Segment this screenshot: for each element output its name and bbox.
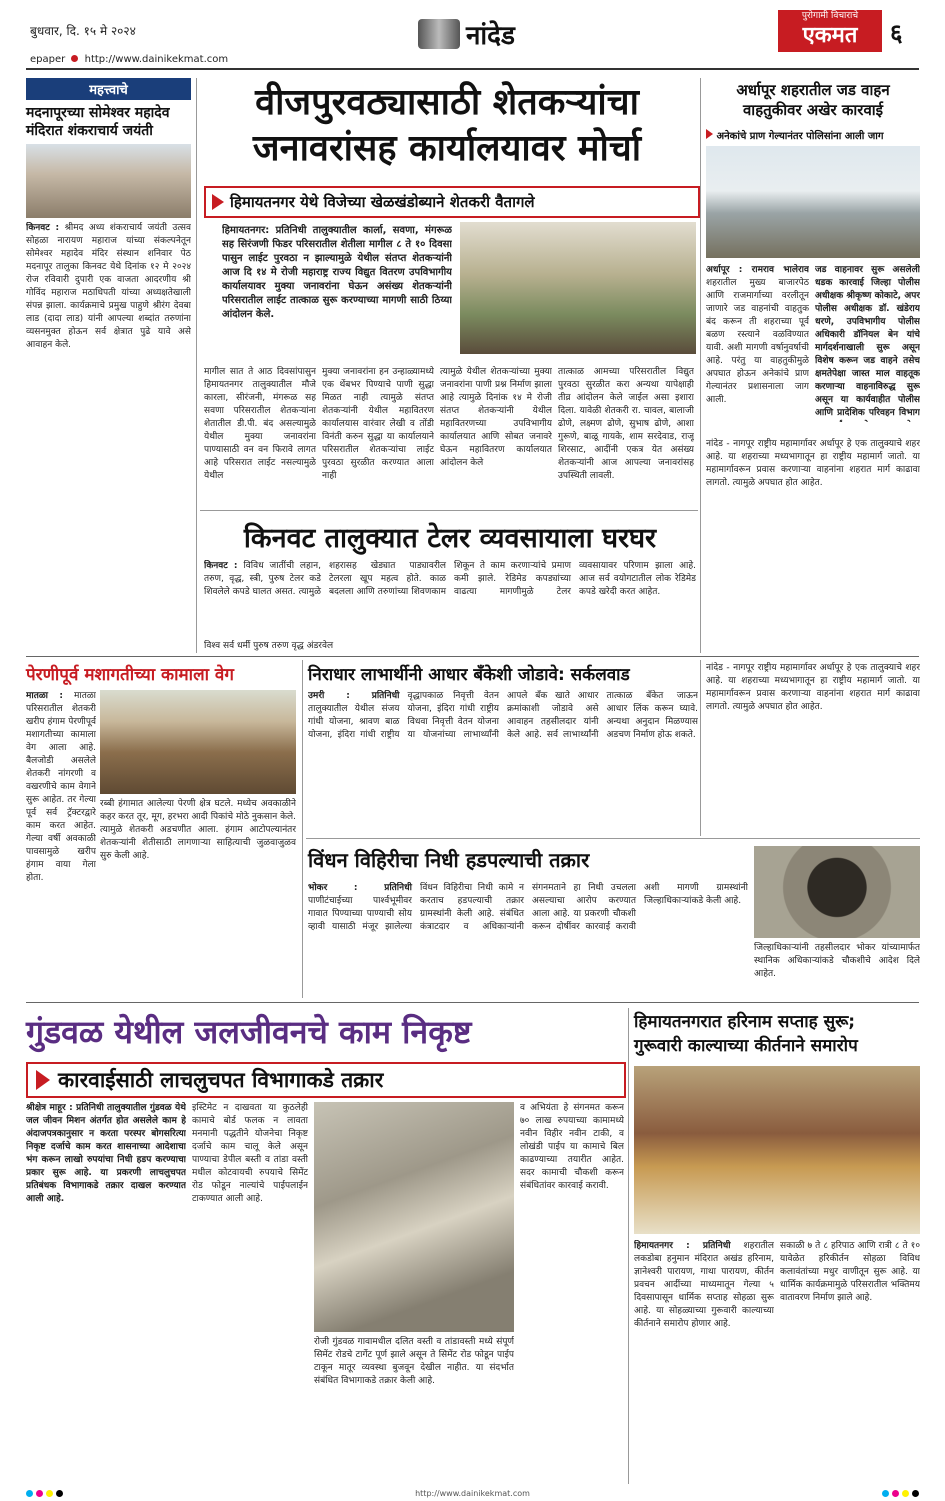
arrow-icon	[706, 129, 713, 139]
brand-tagline: पुरोगामी विचाराचे	[801, 11, 859, 21]
sidebar-photo	[26, 144, 191, 218]
lead-col1: मागील सात ते आठ दिवसांपासुन हिमायतनगर तालुक्यातील मौजे कारला, सीरंजनी, मंगरूळ सह सवणा परिसरातील शेतकऱ्यांना शेतातील डी.पी. बंद असल्यामुळे येथील मुक्या जनावरांना पाण्यासाठी वन वन फिरावे लागत आहे परिसरात लाईट नसल्यामुळे येथील	[204, 367, 316, 481]
arrow-icon	[36, 1070, 50, 1090]
kinwat-dateline: किनवट :	[204, 561, 238, 571]
gundwal-col4: व अभियंता हे संगनमत करून ७० लाख रुपयाच्या कामामध्ये नवीन विहीर नवीन टाकी, व लोखंडी पाईप या कामाचे बिल काढण्याच्या तयारीत आहेत. सदर कामाची चौकशी करून संबंधितांवर कारवाई करावी.	[520, 1103, 624, 1191]
kinwat-headline: किनवट तालुक्यात टेलर व्यवसायाला घरघर	[243, 523, 657, 554]
ardhapur-col1	[706, 264, 809, 434]
brand-block	[778, 10, 882, 52]
header-rule	[26, 68, 919, 70]
ardhapur-dateline: अर्धापूर : रामराव भालेराव	[706, 265, 809, 275]
arrow-icon	[212, 194, 224, 210]
vindhan-body	[308, 882, 748, 996]
niradhar-body	[308, 690, 698, 832]
lead-intro: हिमायतनगर: प्रतिनिधी तालुक्यातील कार्ला, सवणा, मंगरूळ सह सिरंजणी फिडर परिसरातील शेतीला मागील ८ ते १० दिवसा पासुन लाईट पुरवठा न झाल्यामुळे येथील संतप्त शेतकऱ्यांनी आज दि १४ मे रोजी महाराष्ट्र राज्य विद्युत वितरण उपविभागीय कार्यालयावर मुक्या जनावरांना घेऊन असंख्य शेतकऱ्यांनी परिसरातील लाईट तात्काळ सुरू करण्याच्या मागणी साठी ठिय्या आंदोलन केले.	[222, 225, 452, 320]
vindhan-caption: जिल्हाधिकाऱ्यांनी तहसीलदार भोकर यांच्यामार्फत स्थानिक अधिकाऱ्यांकडे चौकशीचे आदेश दिले आहेत.	[754, 943, 920, 979]
kinwat-body	[204, 560, 696, 638]
column-divider	[196, 78, 197, 653]
lead-photo	[460, 222, 696, 354]
gundwal-subhead-text: कारवाईसाठी लाचलुचपत विभागाकडे तक्रार	[58, 1068, 384, 1092]
gundwal-headline: गुंडवळ येथील जलजीवनचे काम निकृष्ट	[26, 1013, 472, 1051]
kinwat-footnote: विश्व सर्व धर्मी पुरुष तरुण वृद्ध अंडरवेल	[204, 641, 334, 651]
footer-url[interactable]: http://www.dainikekmat.com	[415, 1488, 530, 1498]
gundwal-intro	[26, 1102, 186, 1482]
peranipurva-dateline: मातळा :	[26, 691, 63, 701]
niradhar-dateline: उमरी : प्रतिनिधी	[308, 691, 400, 701]
epaper-dot-icon	[71, 55, 78, 62]
column-divider	[628, 1008, 629, 1484]
gundwal-photo	[314, 1102, 514, 1332]
lead-col3: त्यामुळे येथील शेतकऱ्यांच्या मुक्या जनावरांना पाणी प्रश्न निर्माण झाला आहे त्यामुळे दिनांक १४ मे रोजी संतप्त शेतकऱ्यांनी येथील महावितरणच्या उपविभागीय कार्यालयात आणि सोबत जनावरे घेऊन महावितरण कार्यालयात आंदोलन केले	[440, 367, 552, 468]
ardhapur-col2: जड वाहनावर सुरू असलेली धडक कारवाई जिल्हा पोलीस अधीक्षक श्रीकृष्ण कोकाटे, अपर पोलीस अधीक्षक डॉ. खंडेराय धरणे, उपविभागीय पोलीस अधिकारी डॉनियल बेन यांचे मार्गदर्शनाखाली सुरू असून विशेष करून जड वाहने तसेच क्षमतेपेक्षा जास्त माल वाहतूक करणाऱ्या वाहनाविरुद्ध सुरू असून या कार्यवाहीत पोलीस आणि प्रादेशिक परिवहन विभाग	[815, 265, 920, 418]
row-divider	[26, 656, 919, 657]
niradhar-body-text: तालुक्यातील येथील संजय गांधी योजना, श्रावण बाळ योजना, इंदिरा गांधी राष्ट्रीय वृद्धापकाळ निवृत्ती वेतन योजना, इंदिरा गांधी राष्ट्रीय विधवा निवृत्ती वेतन योजना या योजनांच्या लाभार्थ्यांनी आपले बँक खाते आधार क्रमांकाशी जोडावे असे आवाहन तहसीलदार यांनी केले आहे. सर्व लाभार्थ्यांनी तात्काळ बँकेत जाऊन आधार लिंक करून घ्यावे. अन्यथा अनुदान मिळण्यास अडचण निर्माण होऊ शकते.	[308, 691, 698, 740]
lead-col4: तात्काळ आमच्या परिसरातील विद्युत पुरवठा सुरळीत करा अन्यथा यापेक्षाही तीव्र आंदोलन केले जाईल असा इशारा दिला. यावेळी शेतकरी रा. चावल, बालाजी ढोणे, लक्ष्मण ढोणे, सुभाष ढोणे, आशा गुरूणे, बाळू गायके, शाम सरदेवाड, राजू शिरसाट, आदींनी एकत्र येत असंख्य शेतकऱ्यांनी आज आपल्या जनावरांसह उपस्थिती लावली.	[558, 367, 694, 481]
gundwal-col3: रोजी गुंडवळ गावामधील दलित वस्ती व तांडावस्ती मध्ये संपूर्ण सिमेंट रोडचे टार्गेट पूर्ण झाले असून ते सिमेंट रोड फोडून पाईप टाकून मातूर व्यवस्था बुजवून देखील नाहीत. या संदर्भात संबंधित विभागाकडे तक्रार केली आहे.	[314, 1337, 514, 1386]
niradhar-headline: निराधार लाभार्थीनी आधार बँकेशी जोडावे: सर्कलवाड	[308, 665, 630, 685]
peranipurva-headline: पेरणीपूर्व मशागतीच्या कामाला वेग	[26, 665, 234, 685]
ardhapur-col3: नांदेड - नागपूर राष्ट्रीय महामार्गावर अर्धापूर हे एक तालुक्याचे शहर आहे. या शहराच्या मध्यभागातून हा राष्ट्रीय महामार्ग जातो. या महामार्गावरून प्रवास करणाऱ्या वाहनांना शहरात मार्ग काढावा लागतो. त्यामुळे अपघात होत आहेत.	[706, 439, 920, 488]
lead-subhead-text: हिमायतनगर येथे विजेच्या खेळखंडोब्याने शेतकरी वैतागले	[230, 193, 535, 211]
sidebar-headline: मदनापूरच्या सोमेश्वर महादेव मंदिरात शंकराचार्य जयंती	[26, 105, 170, 139]
ardhapur-headline: अर्धापूर शहरातील जड वाहन वाहतुकीवर अखेर कारवाई	[736, 81, 890, 119]
brand-logo: एकमत	[802, 23, 858, 48]
sidebar-kicker: महत्त्वाचे	[26, 78, 191, 100]
edition-logo-icon	[418, 19, 460, 49]
epaper-link[interactable]	[30, 54, 228, 65]
harinam-headline-line1: हिमायतनगरात हरिनाम सप्ताह सुरू;	[634, 1012, 856, 1032]
lead-col2: मुक्या जनावरांना हन उन्हाळ्यामध्ये एक थेंबभर पिण्याचे पाणी सुद्धा मिळत नाही त्यामुळे संतप्त शेतकऱ्यांनी येथील महावितरण कार्यालयास वारंवार लेखी व तोंडी विनंती करुन सुद्धा या कार्यालयाने परिसरातील शेतकऱ्यांचा लाईट पुरवठा सुरळीत करण्यात आला नाही	[322, 367, 434, 481]
ardhapur-subhead	[706, 128, 920, 142]
footer-marks	[26, 1488, 919, 1498]
gundwal-dateline: श्रीक्षेत्र माहूर : प्रतिनिधी	[26, 1103, 104, 1113]
gundwal-intro-text: तालुक्यातील गुंडवळ येथे जल जीवन मिशन अंतर्गत होत असलेले काम हे अंदाजपत्रकानुसार न करता परस्पर बोगसरित्या निकृष्ट दर्जाचे काम करत शासनाच्या आदेशाचा भंग करून लाखो रुपयांचा निधी हडप करण्याचा प्रकार सुरू आहे. या प्रकरणी लाचलुचपत प्रतिबंधक विभागाकडे तक्रार दाखल करण्यात आली आहे.	[26, 1103, 186, 1204]
ardhapur-continued: नांदेड - नागपूर राष्ट्रीय महामार्गावर अर्धापूर हे एक तालुक्याचे शहर आहे. या शहराच्या मध्यभागातून हा राष्ट्रीय महामार्ग जातो. या महामार्गावरून प्रवास करणाऱ्या वाहनांना शहरात मार्ग काढावा लागतो. त्यामुळे अपघात होत आहेत.	[706, 663, 920, 712]
sidebar-body-text: श्रीमद अध्य शंकराचार्य जयंती उत्सव सोहळा नारायण महाराज यांच्या संकल्पनेतून सोमेश्वर महादेव मंदिर संस्थान शनिवार पेठ मदनापूर तालुका किनवट येथे दिनांक १२ मे २०२४ रोज रविवारी दुपारी एक वाजता आदरणीय श्री गोविंद महाराज मठाधिपती यांच्या अध्यक्षतेखाली संपन्न झाला. कार्यक्रमाचे प्रमुख पाहुणे श्रीरंग देवबा लाड (दादा लाड) यांनी आपल्या शब्दांत तरुणांना व्यसनमुक्त होऊन सर्व क्षेत्रात पुढे यावे असे आवाहन केले.	[26, 223, 191, 350]
row-divider	[200, 510, 698, 511]
color-registration-icon	[882, 1490, 919, 1497]
harinam-headline	[634, 1010, 920, 1058]
row-divider	[26, 1002, 919, 1003]
peranipurva-photo	[100, 690, 296, 794]
vindhan-headline: विंधन विहिरीचा निधी हडपल्याची तक्रार	[308, 848, 590, 872]
edition-emblem	[418, 14, 578, 54]
column-divider	[302, 660, 303, 998]
gundwal-col2: इस्टिमेट न दाखवता या कुठलेही कामाचे बोर्ड फलक न लावता मनमानी पद्धतीने योजनेचा निकृष्ट दर्जाचे काम चालू केले असून पाण्याचा डेपील बस्ती व तांडा वस्ती मधील कोटवायची रुपयाचे सिमेंट रोड फोडून नाल्यांचे पाईपलाईन टाकण्यात आली आहे.	[192, 1103, 308, 1204]
epaper-label: epaper	[30, 54, 66, 65]
harinam-col2: सकाळी ७ ते ८ हरिपाठ आणि रात्री ८ ते १० यावेळेत हरिकीर्तन सोहळा विविध कलावंतांच्या मधुर वाणीतून सुरू आहे. या धार्मिक कार्यक्रमामुळे परिसरातील भक्तिमय वातावरण निर्माण झाले आहे.	[780, 1241, 920, 1303]
color-registration-icon	[26, 1490, 63, 1497]
harinam-headline-line2: गुरूवारी काल्याच्या कीर्तनाने समारोप	[634, 1036, 858, 1056]
harinam-body-text: शहरातील लकडोबा हनुमान मंदिरात अखंड हरिनाम, ज्ञानेश्वरी पारायण, गाथा पारायण, कीर्तन प्रवचन आदींच्या माध्यमातून गेल्या ५ दिवसापासून धार्मिक सप्ताह सोहळा सुरू आहे. या सोहळ्याच्या गुरूवारी काल्याच्या कीर्तनाने समारोप होणार आहे.	[634, 1241, 774, 1329]
gundwal-subhead	[26, 1062, 626, 1098]
peranipurva-body-text: मातळा परिसरातील शेतकरी खरीप हंगाम पेरणीपूर्व मशागतीच्या कामाला वेग आला आहे. बैलजोडी असलेले शेतकरी नांगरणी व वखरणीचे काम वेगाने सुरू आहेत. तर गेल्या पूर्व सर्व ट्रॅक्टरद्वारे काम करत आहेत. गेल्या वर्षी अवकाळी पावसामुळे खरीप हंगाम वाया गेला होता.	[26, 691, 96, 883]
vindhan-photo	[754, 846, 920, 938]
lead-headline	[204, 80, 690, 172]
sidebar-story	[26, 78, 191, 653]
lead-headline-line2: जनावरांसह कार्यालयावर मोर्चा	[252, 128, 642, 169]
page-number: ६	[890, 19, 903, 47]
lead-subhead	[204, 186, 700, 218]
ardhapur-photo	[706, 146, 920, 258]
harinam-body	[634, 1240, 774, 1482]
sidebar-body	[26, 222, 191, 682]
peranipurva-col2: रब्बी हंगामात आलेल्या पेरणी क्षेत्र घटले. मध्येच अवकाळीने कहर करत तूर, मूग, हरभरा आदी पिकांचे मोठे नुकसान केले. त्यामुळे शेतकरी अडचणीत आला. हंगाम आटोपल्यानंतर शेतकऱ्यांनी शेतीसाठी लागणाऱ्या साहित्याची जुळवाजुळव सुरु केली आहे.	[100, 799, 296, 861]
harinam-dateline: हिमायतनगर : प्रतिनिधी	[634, 1241, 731, 1251]
vindhan-body-text: पाणीटंचाईच्या पार्श्वभूमीवर गावात पिण्याच्या पाण्याची सोय व्हावी यासाठी मंजूर झालेल्या विंधन विहिरीचा निधी कामे न करताच हडपल्याची तक्रार ग्रामस्थांनी केली आहे. संबंधित कंत्राटदार व अधिकाऱ्यांनी संगनमताने हा निधी उचलला असल्याचा आरोप करण्यात आला आहे. या प्रकरणी चौकशी करून दोषींवर कारवाई करावी अशी मागणी ग्रामस्थांनी जिल्हाधिकाऱ्यांकडे केली आहे.	[308, 883, 748, 932]
sidebar-dateline: किनवट :	[26, 223, 60, 233]
issue-date: बुधवार, दि. १५ मे २०२४	[30, 24, 136, 38]
harinam-photo	[634, 1066, 920, 1234]
column-divider	[700, 78, 701, 653]
ardhapur-col1-text: शहरातील मुख्य बाजारपेठ आणि राजमार्गाच्या वरलीतून जाणारे जड वाहनांची वाहतुक बंद करून ती शहराच्या पूर्व बळण रस्त्याने वळविण्यात यावी. अशी मागणी वर्षानुवर्षाची आहे. परंतु या वाहतुकीमुळे अपघात होऊन अनेकांचे प्राण गेल्यानंतर प्रशासनाला जाग आली.	[706, 278, 809, 405]
peranipurva-body	[26, 690, 96, 996]
row-divider	[306, 838, 920, 839]
masthead	[26, 8, 919, 72]
website-url[interactable]: http://www.dainikekmat.com	[84, 54, 229, 65]
column-divider	[700, 660, 701, 836]
vindhan-dateline: भोकर : प्रतिनिधी	[308, 883, 412, 893]
kinwat-body-text: विविध जातींची लहान, तरुण, वृद्ध, स्त्री, पुरुष टेलर कडे शिवलेले कपडे घालत असत. त्यामुळे शहरासह खेड्यात पाड्यावरील टेलरला खूप महत्व होते. काळ बदलला आणि तरुणांच्या शिवणकाम शिकून ते काम करणाऱ्यांचे प्रमाण कमी झाले. रेडिमेड कपड्यांच्या वाढत्या मागणीमुळे टेलर व्यवसायावर परिणाम झाला आहे. आज सर्व वयोगटातील लोक रेडिमेड कपडे खरेदी करत आहेत.	[204, 561, 696, 597]
edition-name: नांदेड	[466, 21, 515, 51]
lead-headline-line1: वीजपुरवठ्यासाठी शेतकऱ्यांचा	[255, 82, 639, 123]
ardhapur-subhead-text: अनेकांचे प्राण गेल्यानंतर पोलिसांना आली जाग	[716, 131, 884, 142]
